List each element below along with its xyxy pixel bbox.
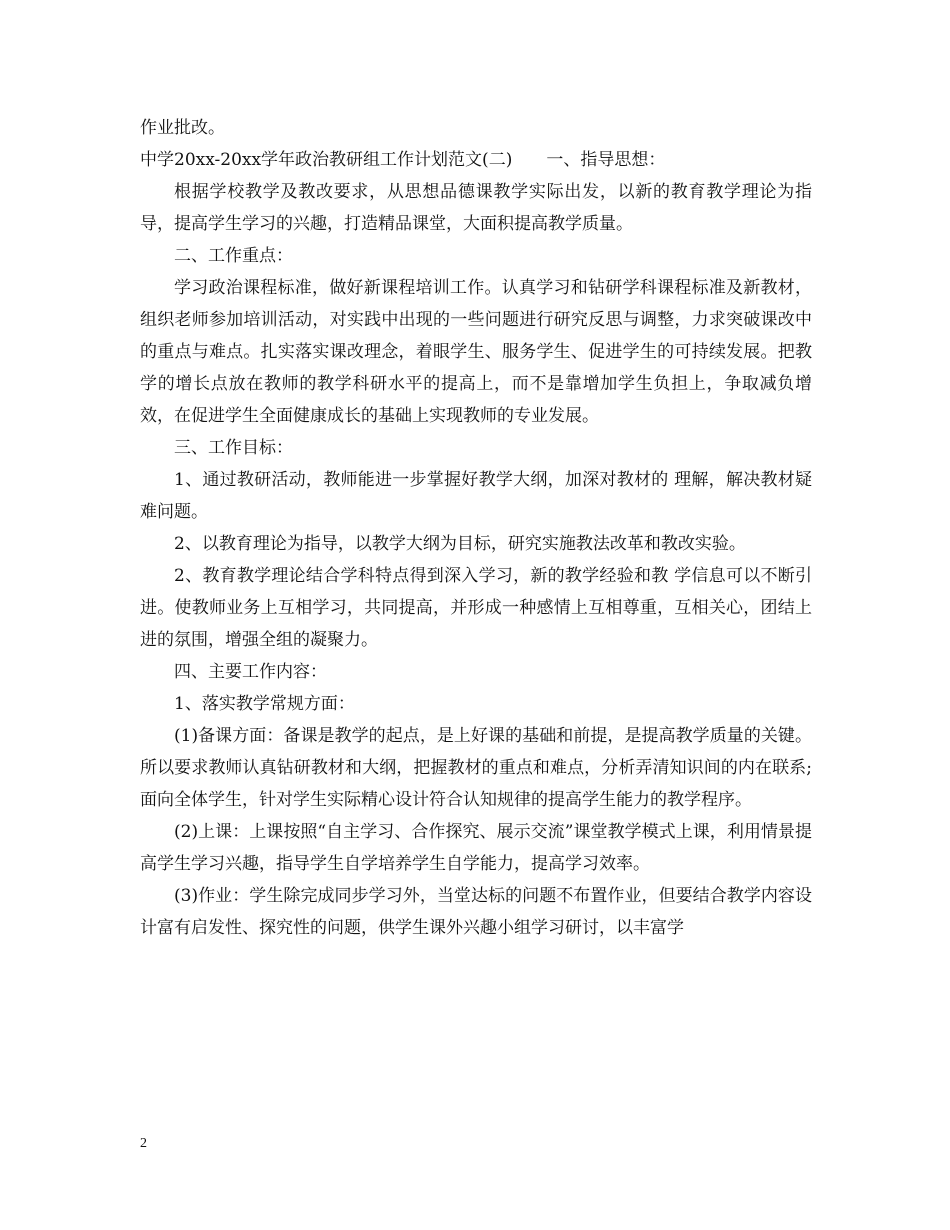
paragraph-homework: (3)作业：学生除完成同步学习外，当堂达标的问题不布置作业，但要结合教学内容设计富有启发性、探究性的问题，供学生课外兴趣小组学习研讨，以丰富学 — [140, 886, 812, 938]
document-title-line: 中学20xx-20xx学年政治教研组工作计划范文(二) 一、指导思想： — [140, 150, 666, 170]
paragraph-continuation: 作业批改。 — [140, 118, 225, 138]
document-body — [140, 112, 812, 944]
paragraph-work-focus: 学习政治课程标准，做好新课程培训工作。认真学习和钻研学科课程标准及新教材，组织老师参加培训活动，对实践中出现的一些问题进行研究反思与调整，力求突破课改中的重点与难点。扎实落实课改理念，着眼学生、服务学生、促进学生的可持续发展。把教学的增长点放在教师的教学科研水平的提高上，而不是靠增加学生负担上，争取减负增效，在促进学生全面健康成长的基础上实现教师的专业发展。 — [140, 278, 812, 426]
paragraph-goal-1: 1、通过教研活动，教师能进一步掌握好教学大纲，加深对教材的 理解，解决教材疑难问题。 — [140, 470, 812, 522]
paragraph-class: (2)上课：上课按照“自主学习、合作探究、展示交流”课堂教学模式上课，利用情景提高学生学习兴趣，指导学生自学培养学生自学能力，提高学习效率。 — [140, 822, 812, 874]
heading-work-goals: 三、工作目标： — [174, 438, 293, 458]
paragraph-goal-3: 2、教育教学理论结合学科特点得到深入学习，新的教学经验和教 学信息可以不断引进。使教师业务上互相学习，共同提高，并形成一种感情上互相尊重，互相关心，团结上进的氛围，增强全组的凝聚力。 — [140, 566, 812, 650]
paragraph-guiding-thought: 根据学校教学及教改要求，从思想品德课教学实际出发，以新的教育教学理论为指导，提高学生学习的兴趣，打造精品课堂，大面积提高教学质量。 — [140, 182, 812, 234]
paragraph-lesson-prep: (1)备课方面：备课是教学的起点，是上好课的基础和前提，是提高教学质量的关键。所以要求教师认真钻研教材和大纲，把握教材的重点和难点，分析弄清知识间的内在联系;面向全体学生，针对学生实际精心设计符合认知规律的提高学生能力的教学程序。 — [140, 726, 812, 810]
heading-teaching-routine: 1、落实教学常规方面： — [174, 694, 355, 714]
page-number: 2 — [140, 1136, 147, 1151]
heading-main-content: 四、主要工作内容： — [174, 662, 327, 682]
paragraph-goal-2: 2、以教育理论为指导，以教学大纲为目标，研究实施教法改革和教改实验。 — [174, 534, 746, 554]
heading-work-focus: 二、工作重点： — [174, 246, 293, 266]
